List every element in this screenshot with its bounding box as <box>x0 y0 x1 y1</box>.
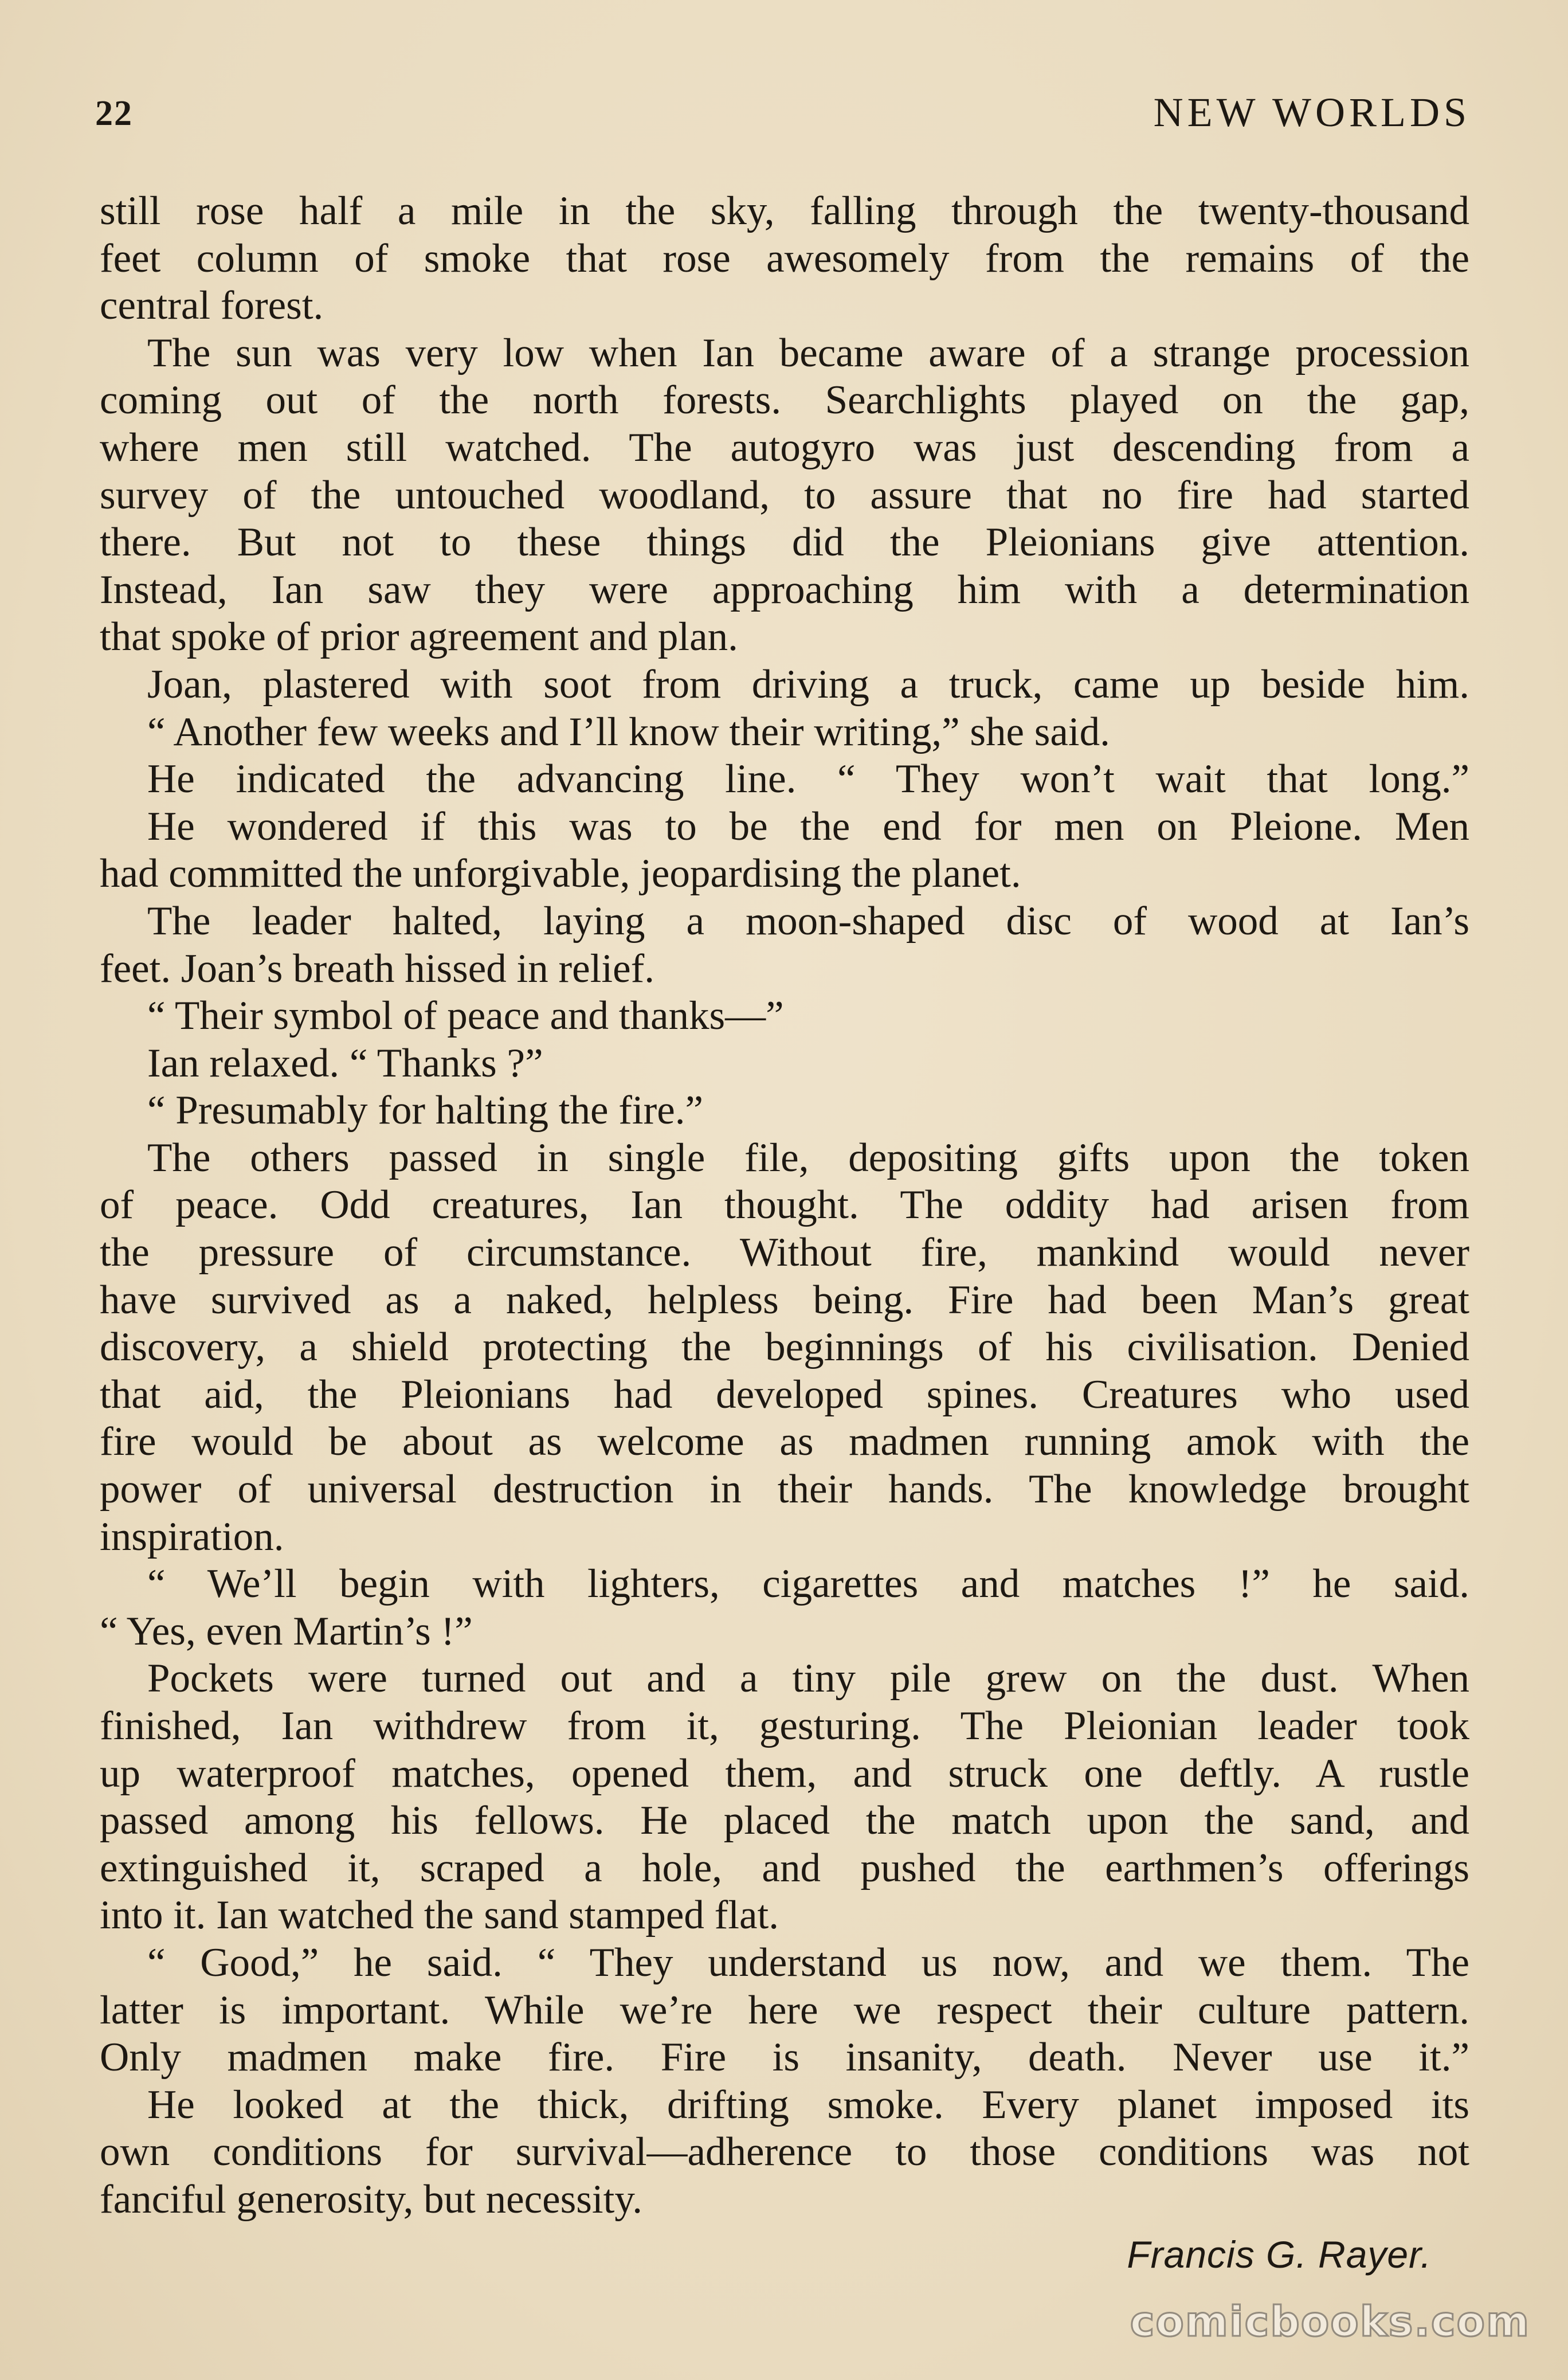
text-line: Joan, plastered with soot from driving a truck, came up beside him. <box>147 661 1469 707</box>
text-line: Pockets were turned out and a tiny pile grew on the dust. When <box>147 1656 1469 1701</box>
text-line: “ Their symbol of peace and thanks—” <box>147 993 784 1039</box>
text-line: The sun was very low when Ian became aware of a strange procession <box>147 330 1469 375</box>
text-line: “ Presumably for halting the fire.” <box>147 1088 704 1133</box>
text-line: into it. Ian watched the sand stamped flat. <box>100 1893 779 1938</box>
text-line: The leader halted, laying a moon-shaped disc of wood at Ian’s <box>147 898 1469 944</box>
text-line: own conditions for survival—adherence to those conditions was not <box>100 2130 1469 2175</box>
text-line: where men still watched. The autogyro was just descending from a <box>100 425 1469 470</box>
text-line: of peace. Odd creatures, Ian thought. The oddity had arisen from <box>100 1183 1469 1228</box>
text-line: power of universal destruction in their hands. The knowledge brought <box>100 1467 1469 1512</box>
text-line: feet column of smoke that rose awesomely from the remains of the <box>100 236 1469 281</box>
text-line: “ Good,” he said. “ They understand us now, and we them. The <box>147 1940 1469 1985</box>
text-line: Instead, Ian saw they were approaching him with a determination <box>100 567 1469 612</box>
site-watermark: comicbooks.com <box>1130 2297 1530 2346</box>
text-line: coming out of the north forests. Searchlights played on the gap, <box>100 378 1469 423</box>
running-head: NEW WORLDS <box>1153 89 1471 135</box>
text-line: had committed the unforgivable, jeopardising the planet. <box>100 851 1021 897</box>
text-line: survey of the untouched woodland, to assure that no fire had started <box>100 472 1469 518</box>
text-line: He looked at the thick, drifting smoke. Every planet imposed its <box>147 2082 1469 2127</box>
text-line: that aid, the Pleionians had developed spines. Creatures who used <box>100 1372 1469 1417</box>
text-line: latter is important. While we’re here we respect their culture pattern. <box>100 1987 1469 2033</box>
text-line: discovery, a shield protecting the beginnings of his civilisation. Denied <box>100 1325 1469 1370</box>
text-line: finished, Ian withdrew from it, gesturing. The Pleionian leader took <box>100 1704 1469 1748</box>
text-line: extinguished it, scraped a hole, and pushed the earthmen’s offerings <box>100 1845 1469 1890</box>
text-line: central forest. <box>100 283 324 328</box>
text-line: “ We’ll begin with lighters, cigarettes and matches !” he said. <box>147 1561 1469 1607</box>
story-text <box>100 187 1469 2224</box>
page-header <box>95 89 1471 152</box>
page-number: 22 <box>95 94 133 133</box>
text-line: still rose half a mile in the sky, falling through the twenty-thousand <box>100 189 1469 233</box>
text-line: feet. Joan’s breath hissed in relief. <box>100 946 655 991</box>
text-line: up waterproof matches, opened them, and struck one deftly. A rustle <box>100 1751 1469 1796</box>
text-line: He indicated the advancing line. “ They won’t wait that long.” <box>147 757 1469 802</box>
text-line: “ Another few weeks and I’ll know their writing,” she said. <box>147 709 1110 754</box>
text-line: fire would be about as welcome as madmen running amok with the <box>100 1419 1469 1465</box>
text-line: Ian relaxed. “ Thanks ?” <box>147 1040 543 1086</box>
text-line: passed among his fellows. He placed the match upon the sand, and <box>100 1798 1469 1843</box>
text-line: The others passed in single file, depositing gifts upon the token <box>147 1135 1469 1180</box>
text-line: He wondered if this was to be the end for men on Pleione. Men <box>147 804 1469 849</box>
text-line: “ Yes, even Martin’s !” <box>100 1608 473 1654</box>
text-line: fanciful generosity, but necessity. <box>100 2177 643 2222</box>
author-signature: Francis G. Rayer. <box>1127 2233 1432 2276</box>
text-line: inspiration. <box>100 1514 284 1559</box>
text-line: that spoke of prior agreement and plan. <box>100 614 738 660</box>
text-line: Only madmen make fire. Fire is insanity, death. Never use it.” <box>100 2035 1469 2080</box>
text-line: have survived as a naked, helpless being. Fire had been Man’s great <box>100 1277 1469 1322</box>
text-line: there. But not to these things did the Pleionians give attention. <box>100 520 1469 565</box>
text-line: the pressure of circumstance. Without fire, mankind would never <box>100 1230 1469 1275</box>
